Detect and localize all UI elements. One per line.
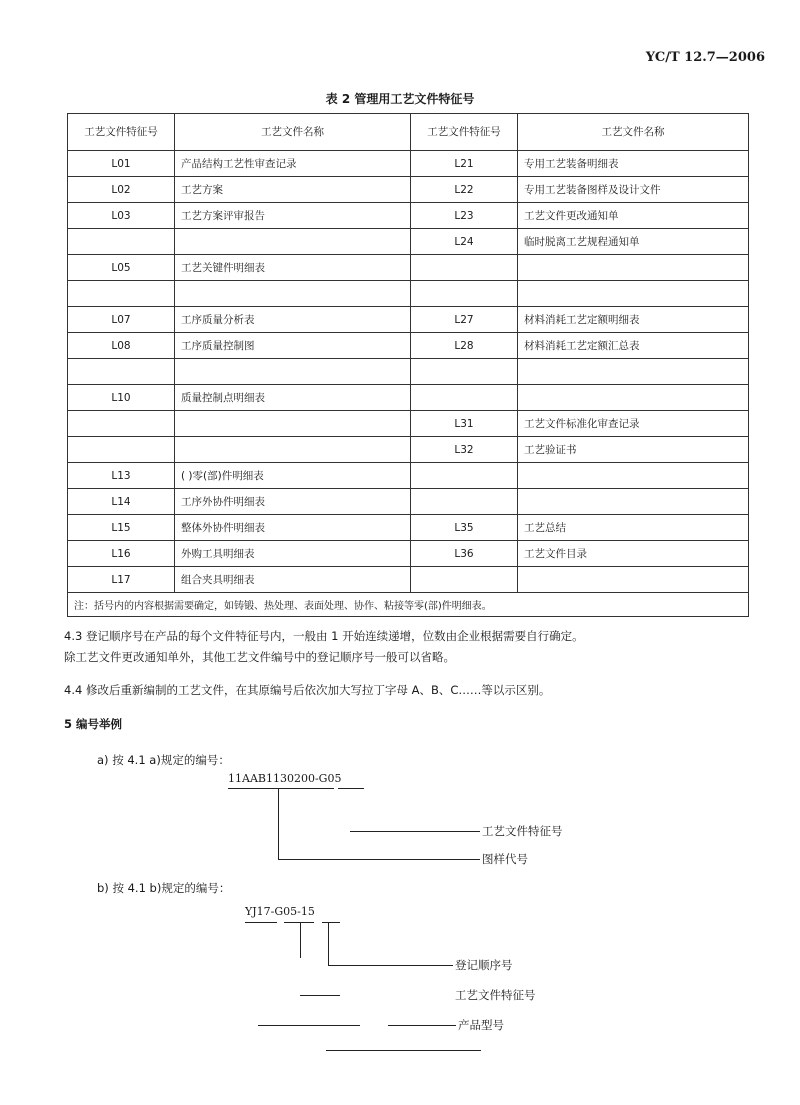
example-a-drawing-label: 图样代号	[482, 852, 528, 866]
cell-name: 工序质量控制图	[175, 333, 411, 359]
cell-name	[175, 411, 411, 437]
cell-code: L22	[411, 177, 518, 203]
cell-code: L05	[68, 255, 175, 281]
example-a-underline-feature	[338, 788, 364, 789]
cell-name	[518, 281, 749, 307]
standard-code: YC/T 12.7—2006	[645, 50, 765, 65]
header-code-right: 工艺文件特征号	[411, 114, 518, 151]
cell-code	[68, 229, 175, 255]
clause-4-4: 4.4 修改后重新编制的工艺文件，在其原编号后依次加大写拉丁字母 A、B、C……等以示区别。	[64, 683, 551, 697]
cell-name: 工艺关键件明细表	[175, 255, 411, 281]
feature-code-table	[67, 113, 749, 617]
table-row	[68, 359, 749, 385]
table-row	[68, 229, 749, 255]
cell-code	[411, 567, 518, 593]
cell-code: L08	[68, 333, 175, 359]
cell-name	[175, 229, 411, 255]
cell-name: 工艺总结	[518, 515, 749, 541]
cell-name	[175, 281, 411, 307]
example-a-code: 11AAB1130200-G05	[228, 772, 342, 785]
example-b-leader-sequence-v	[328, 923, 329, 965]
cell-name	[518, 463, 749, 489]
table-note: 注：括号内的内容根据需要确定，如铸锻、热处理、表面处理、协作、粘接等零(部)件明细表。	[68, 593, 749, 617]
cell-name: 工艺方案	[175, 177, 411, 203]
example-b-leader-model-h1	[258, 1025, 360, 1026]
cell-name: 工艺文件标准化审查记录	[518, 411, 749, 437]
cell-code: L10	[68, 385, 175, 411]
cell-code	[411, 463, 518, 489]
example-b-bottom-line	[326, 1050, 481, 1051]
cell-name: 工艺文件目录	[518, 541, 749, 567]
example-a-underline-drawing	[228, 788, 334, 789]
example-b-underline-model	[245, 922, 277, 923]
cell-code: L35	[411, 515, 518, 541]
example-a-leader-feature	[350, 831, 480, 832]
table-row	[68, 541, 749, 567]
cell-code: L21	[411, 151, 518, 177]
cell-name: 质量控制点明细表	[175, 385, 411, 411]
cell-name: 工序外协件明细表	[175, 489, 411, 515]
example-b-feature-label: 工艺文件特征号	[455, 988, 536, 1002]
cell-code: L13	[68, 463, 175, 489]
example-b-sequence-label: 登记顺序号	[455, 958, 513, 972]
cell-name: ( )零(部)件明细表	[175, 463, 411, 489]
table-row	[68, 437, 749, 463]
section-5-title: 5 编号举例	[64, 717, 123, 731]
cell-name: 材料消耗工艺定额明细表	[518, 307, 749, 333]
table-row	[68, 567, 749, 593]
cell-name: 产品结构工艺性审查记录	[175, 151, 411, 177]
cell-name: 材料消耗工艺定额汇总表	[518, 333, 749, 359]
cell-name	[518, 385, 749, 411]
cell-code	[411, 385, 518, 411]
cell-code: L27	[411, 307, 518, 333]
cell-name: 组合夹具明细表	[175, 567, 411, 593]
example-b-leader-feature-v	[300, 923, 301, 958]
example-b-leader-sequence-h	[328, 965, 453, 966]
example-b-leader-model-h2	[388, 1025, 456, 1026]
cell-name: 外购工具明细表	[175, 541, 411, 567]
cell-code: L03	[68, 203, 175, 229]
cell-code: L28	[411, 333, 518, 359]
cell-code	[411, 489, 518, 515]
cell-code	[411, 359, 518, 385]
cell-code: L01	[68, 151, 175, 177]
example-a-leader-drawing-v	[278, 789, 279, 859]
cell-code: L16	[68, 541, 175, 567]
cell-name	[518, 489, 749, 515]
table-header-row	[68, 114, 749, 151]
cell-code	[411, 281, 518, 307]
cell-name: 工艺方案评审报告	[175, 203, 411, 229]
table-row	[68, 385, 749, 411]
table-note-row	[68, 593, 749, 617]
cell-code	[411, 255, 518, 281]
example-b-underline-sequence	[322, 922, 340, 923]
cell-code: L31	[411, 411, 518, 437]
header-name-right: 工艺文件名称	[518, 114, 749, 151]
cell-name	[175, 359, 411, 385]
cell-code: L24	[411, 229, 518, 255]
cell-code: L07	[68, 307, 175, 333]
example-a-leader-drawing-h	[278, 859, 480, 860]
table-row	[68, 463, 749, 489]
cell-name: 工序质量分析表	[175, 307, 411, 333]
table-row	[68, 411, 749, 437]
table-row	[68, 255, 749, 281]
table-row	[68, 515, 749, 541]
header-code-left: 工艺文件特征号	[68, 114, 175, 151]
table-row	[68, 333, 749, 359]
example-b-leader-feature-h	[300, 995, 340, 996]
clause-4-3-line2: 除工艺文件更改通知单外，其他工艺文件编号中的登记顺序号一般可以省略。	[64, 650, 455, 664]
cell-name: 整体外协件明细表	[175, 515, 411, 541]
cell-code: L17	[68, 567, 175, 593]
cell-code: L32	[411, 437, 518, 463]
table-row	[68, 151, 749, 177]
cell-name	[518, 567, 749, 593]
cell-code: L15	[68, 515, 175, 541]
cell-code: L14	[68, 489, 175, 515]
table-title: 表 2 管理用工艺文件特征号	[325, 92, 475, 106]
example-b-code: YJ17-G05-15	[245, 905, 315, 918]
cell-name: 工艺验证书	[518, 437, 749, 463]
cell-name: 专用工艺装备图样及设计文件	[518, 177, 749, 203]
cell-name: 临时脱离工艺规程通知单	[518, 229, 749, 255]
table-row	[68, 489, 749, 515]
table-row	[68, 177, 749, 203]
cell-name: 工艺文件更改通知单	[518, 203, 749, 229]
cell-name	[518, 255, 749, 281]
example-b-underline-feature	[284, 922, 314, 923]
cell-name	[175, 437, 411, 463]
clause-4-3	[64, 626, 754, 668]
table-row	[68, 203, 749, 229]
cell-code	[68, 437, 175, 463]
table-row	[68, 307, 749, 333]
cell-code: L36	[411, 541, 518, 567]
cell-code: L02	[68, 177, 175, 203]
example-a-label: a) 按 4.1 a)规定的编号：	[97, 753, 230, 767]
clause-4-3-line1: 4.3 登记顺序号在产品的每个文件特征号内，一般由 1 开始连续递增，位数由企业根据需要自行确定。	[64, 629, 584, 643]
cell-code: L23	[411, 203, 518, 229]
cell-code	[68, 411, 175, 437]
cell-name: 专用工艺装备明细表	[518, 151, 749, 177]
example-b-label: b) 按 4.1 b)规定的编号：	[97, 881, 231, 895]
cell-code	[68, 359, 175, 385]
cell-code	[68, 281, 175, 307]
cell-name	[518, 359, 749, 385]
table-row	[68, 281, 749, 307]
header-name-left: 工艺文件名称	[175, 114, 411, 151]
example-b-model-label: 产品型号	[458, 1018, 504, 1032]
example-a-feature-label: 工艺文件特征号	[482, 824, 563, 838]
